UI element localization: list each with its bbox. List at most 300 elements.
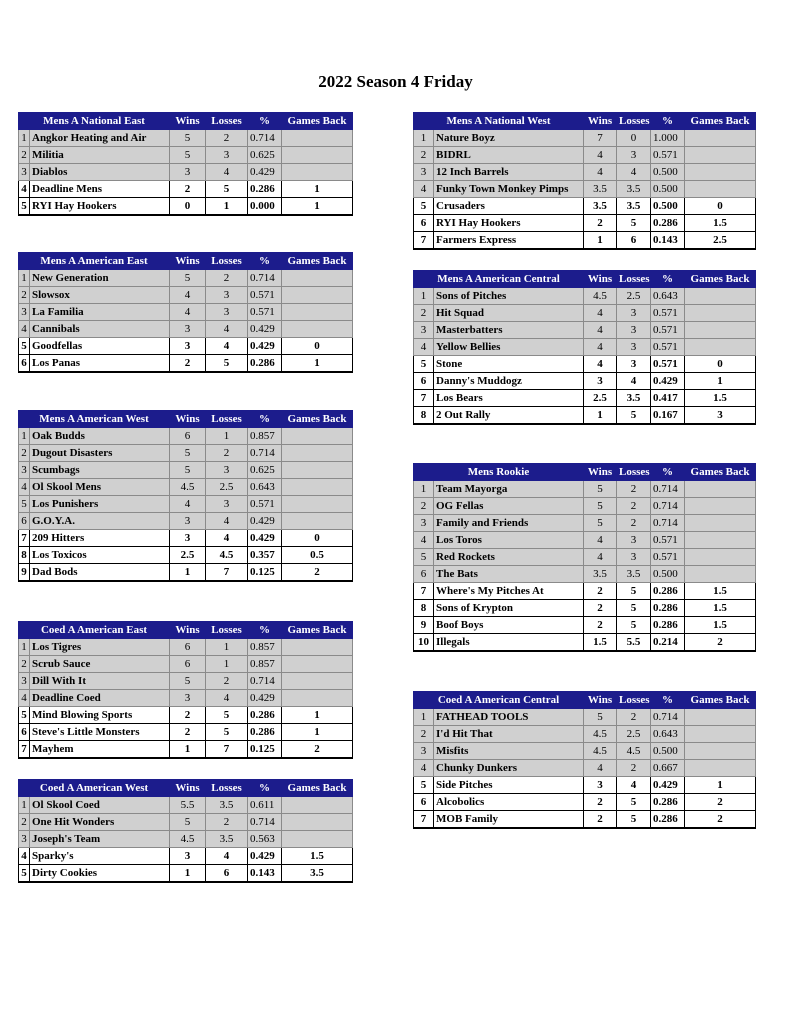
table-row [19,496,353,513]
losses-cell: 6 [206,865,248,883]
table-row [414,726,756,743]
pct-cell: 0.286 [248,724,282,741]
games-back-cell [282,287,353,304]
wins-cell: 7 [584,130,617,147]
pct-cell: 0.714 [651,498,685,515]
games-back-cell: 3.5 [282,865,353,883]
rank-cell: 2 [19,287,30,304]
pct-cell: 0.643 [651,288,685,305]
standings-table [413,691,756,829]
team-name-cell: I'd Hit That [434,726,584,743]
rank-cell: 2 [19,656,30,673]
wins-cell: 1 [170,564,206,582]
table-row [19,321,353,338]
rank-cell: 6 [19,724,30,741]
pct-cell: 0.167 [651,407,685,425]
wins-cell: 4 [170,496,206,513]
losses-cell: 3.5 [206,831,248,848]
column-header: Games Back [685,271,756,288]
column-header: Losses [617,464,651,481]
games-back-cell [685,549,756,566]
table-row [19,865,353,883]
team-name-cell: Cannibals [30,321,170,338]
rank-cell: 4 [414,532,434,549]
games-back-cell [282,445,353,462]
wins-cell: 0 [170,198,206,216]
wins-cell: 5 [584,498,617,515]
pct-cell: 0.714 [651,709,685,726]
column-header: Games Back [685,464,756,481]
team-name-cell: Slowsox [30,287,170,304]
games-back-cell: 1.5 [685,215,756,232]
column-header: Losses [206,780,248,797]
wins-cell: 2 [170,724,206,741]
pct-cell: 0.643 [248,479,282,496]
team-name-cell: Misfits [434,743,584,760]
wins-cell: 4.5 [584,743,617,760]
table-row [414,709,756,726]
team-name-cell: 209 Hitters [30,530,170,547]
team-name-cell: Los Panas [30,355,170,373]
pct-cell: 0.125 [248,741,282,759]
games-back-cell: 3 [685,407,756,425]
wins-cell: 5 [584,709,617,726]
wins-cell: 5 [170,814,206,831]
wins-cell: 4 [584,549,617,566]
losses-cell: 2 [617,709,651,726]
table-row [414,583,756,600]
team-name-cell: BIDRL [434,147,584,164]
losses-cell: 4 [617,373,651,390]
games-back-cell [685,288,756,305]
table-row [19,338,353,355]
wins-cell: 2.5 [584,390,617,407]
pct-cell: 0.286 [651,617,685,634]
table-row [414,794,756,811]
losses-cell: 4 [206,690,248,707]
table-row [414,498,756,515]
standings-table [18,621,353,759]
table-row [19,513,353,530]
table-row [19,741,353,759]
team-name-cell: Los Tigres [30,639,170,656]
team-name-cell: Dirty Cookies [30,865,170,883]
wins-cell: 4 [584,760,617,777]
column-header: Wins [170,113,206,130]
games-back-cell [282,639,353,656]
losses-cell: 5 [617,583,651,600]
team-name-cell: Los Toros [434,532,584,549]
losses-cell: 3 [617,549,651,566]
games-back-cell [685,164,756,181]
pct-cell: 0.571 [651,147,685,164]
table-header-row [19,780,353,797]
rank-cell: 4 [19,181,30,198]
column-header: Losses [206,411,248,428]
wins-cell: 3.5 [584,198,617,215]
games-back-cell [282,462,353,479]
wins-cell: 5 [170,130,206,147]
team-name-cell: Scrub Sauce [30,656,170,673]
losses-cell: 3 [617,305,651,322]
losses-cell: 2 [206,673,248,690]
games-back-cell: 1 [685,373,756,390]
standings-table [18,410,353,582]
table-row [19,147,353,164]
team-name-cell: Side Pitches [434,777,584,794]
games-back-cell: 1 [282,724,353,741]
team-name-cell: Militia [30,147,170,164]
games-back-cell: 0 [282,338,353,355]
team-name-cell: Los Punishers [30,496,170,513]
table-header-row [19,622,353,639]
wins-cell: 2 [584,811,617,829]
pct-cell: 0.214 [651,634,685,652]
rank-cell: 7 [414,390,434,407]
pct-cell: 0.571 [248,304,282,321]
pct-cell: 0.143 [248,865,282,883]
games-back-cell [282,797,353,814]
column-header: Games Back [282,253,353,270]
games-back-cell [685,339,756,356]
table-row [414,481,756,498]
table-row [19,797,353,814]
losses-cell: 5 [617,617,651,634]
rank-cell: 4 [19,848,30,865]
team-name-cell: Dill With It [30,673,170,690]
table-row [19,181,353,198]
rank-cell: 3 [19,462,30,479]
losses-cell: 7 [206,564,248,582]
table-row [19,547,353,564]
wins-cell: 1 [170,741,206,759]
pct-cell: 0.000 [248,198,282,216]
team-name-cell: RYI Hay Hookers [434,215,584,232]
wins-cell: 2 [170,707,206,724]
table-row [19,530,353,547]
table-row [19,690,353,707]
losses-cell: 5 [206,707,248,724]
losses-cell: 4 [206,338,248,355]
pct-cell: 0.429 [651,373,685,390]
table-row [19,814,353,831]
wins-cell: 1 [584,407,617,425]
games-back-cell [685,709,756,726]
team-name-cell: Where's My Pitches At [434,583,584,600]
games-back-cell: 2 [685,811,756,829]
games-back-cell [685,515,756,532]
wins-cell: 3 [170,690,206,707]
team-name-cell: Sons of Pitches [434,288,584,305]
team-name-cell: Boof Boys [434,617,584,634]
table-row [414,566,756,583]
pct-cell: 0.714 [651,515,685,532]
pct-cell: 0.429 [651,777,685,794]
column-header: Wins [170,253,206,270]
team-name-cell: Deadline Mens [30,181,170,198]
column-header: Games Back [282,113,353,130]
losses-cell: 3 [617,356,651,373]
losses-cell: 5 [206,355,248,373]
table-header-row [414,692,756,709]
wins-cell: 2 [584,794,617,811]
losses-cell: 2 [206,130,248,147]
standings-table [413,270,756,425]
pct-cell: 0.625 [248,462,282,479]
table-row [19,724,353,741]
rank-cell: 4 [414,760,434,777]
division-name: Mens Rookie [414,464,584,481]
wins-cell: 3 [170,530,206,547]
standings-table [413,463,756,652]
column-header: % [248,622,282,639]
rank-cell: 1 [414,288,434,305]
division-name: Coed A American West [19,780,170,797]
pct-cell: 0.571 [651,549,685,566]
pct-cell: 0.500 [651,566,685,583]
losses-cell: 3.5 [617,390,651,407]
table-row [19,270,353,287]
rank-cell: 2 [19,147,30,164]
team-name-cell: Joseph's Team [30,831,170,848]
table-row [414,147,756,164]
table-row [414,322,756,339]
team-name-cell: Ol Skool Coed [30,797,170,814]
table-row [414,215,756,232]
losses-cell: 4.5 [617,743,651,760]
table-header-row [19,113,353,130]
wins-cell: 5.5 [170,797,206,814]
rank-cell: 1 [414,481,434,498]
rank-cell: 2 [414,726,434,743]
table-row [414,198,756,215]
losses-cell: 4.5 [206,547,248,564]
column-header: % [651,464,685,481]
team-name-cell: 12 Inch Barrels [434,164,584,181]
pct-cell: 0.571 [651,532,685,549]
column-header: Games Back [282,780,353,797]
table-row [414,532,756,549]
column-header: % [651,692,685,709]
games-back-cell: 1 [282,181,353,198]
table-row [414,164,756,181]
table-row [414,515,756,532]
wins-cell: 2 [170,181,206,198]
losses-cell: 0 [617,130,651,147]
games-back-cell: 0.5 [282,547,353,564]
wins-cell: 5 [170,270,206,287]
wins-cell: 4 [170,287,206,304]
games-back-cell [685,532,756,549]
losses-cell: 5 [206,181,248,198]
rank-cell: 1 [19,428,30,445]
losses-cell: 2 [206,814,248,831]
standings-table [18,112,353,216]
wins-cell: 3.5 [584,566,617,583]
column-header: % [248,113,282,130]
pct-cell: 0.429 [248,164,282,181]
team-name-cell: Danny's Muddogz [434,373,584,390]
table-header-row [414,271,756,288]
rank-cell: 5 [19,707,30,724]
rank-cell: 3 [414,322,434,339]
team-name-cell: RYI Hay Hookers [30,198,170,216]
rank-cell: 3 [414,743,434,760]
column-header: Losses [206,113,248,130]
rank-cell: 5 [414,777,434,794]
pct-cell: 0.625 [248,147,282,164]
rank-cell: 1 [19,639,30,656]
wins-cell: 6 [170,656,206,673]
games-back-cell: 1.5 [685,583,756,600]
table-row [19,445,353,462]
column-header: Wins [584,113,617,130]
losses-cell: 5 [617,407,651,425]
column-header: Losses [617,692,651,709]
wins-cell: 5 [170,445,206,462]
standings-table [18,779,353,883]
games-back-cell: 0 [685,356,756,373]
wins-cell: 5 [170,673,206,690]
rank-cell: 4 [19,479,30,496]
table-row [19,428,353,445]
pct-cell: 0.857 [248,428,282,445]
rank-cell: 3 [414,164,434,181]
wins-cell: 2.5 [170,547,206,564]
rank-cell: 2 [414,147,434,164]
team-name-cell: La Familia [30,304,170,321]
pct-cell: 0.286 [248,355,282,373]
losses-cell: 4 [206,513,248,530]
division-name: Mens A American Central [414,271,584,288]
losses-cell: 2 [617,760,651,777]
losses-cell: 5 [617,811,651,829]
pct-cell: 0.571 [651,305,685,322]
rank-cell: 4 [414,181,434,198]
games-back-cell: 0 [685,198,756,215]
pct-cell: 0.429 [248,690,282,707]
rank-cell: 4 [414,339,434,356]
wins-cell: 5 [170,462,206,479]
games-back-cell: 1 [282,707,353,724]
pct-cell: 0.429 [248,530,282,547]
division-name: Mens A National East [19,113,170,130]
team-name-cell: Hit Squad [434,305,584,322]
wins-cell: 3 [170,164,206,181]
games-back-cell [282,164,353,181]
losses-cell: 4 [206,848,248,865]
wins-cell: 4 [170,304,206,321]
table-row [414,356,756,373]
rank-cell: 5 [19,198,30,216]
column-header: Wins [170,780,206,797]
wins-cell: 4.5 [170,831,206,848]
team-name-cell: Diablos [30,164,170,181]
wins-cell: 4 [584,356,617,373]
games-back-cell: 1.5 [685,390,756,407]
rank-cell: 3 [19,164,30,181]
table-row [19,639,353,656]
games-back-cell: 0 [282,530,353,547]
losses-cell: 2 [617,515,651,532]
wins-cell: 4.5 [170,479,206,496]
wins-cell: 3 [170,848,206,865]
games-back-cell [282,428,353,445]
games-back-cell [685,147,756,164]
table-row [414,390,756,407]
losses-cell: 4 [206,321,248,338]
games-back-cell [685,498,756,515]
rank-cell: 6 [414,566,434,583]
wins-cell: 4.5 [584,288,617,305]
rank-cell: 10 [414,634,434,652]
table-header-row [19,253,353,270]
team-name-cell: Farmers Express [434,232,584,250]
losses-cell: 2 [206,445,248,462]
rank-cell: 5 [19,496,30,513]
wins-cell: 6 [170,428,206,445]
division-name: Coed A American East [19,622,170,639]
games-back-cell [282,831,353,848]
losses-cell: 1 [206,639,248,656]
table-row [414,373,756,390]
standings-table [18,252,353,373]
table-row [414,743,756,760]
losses-cell: 5 [617,600,651,617]
wins-cell: 5 [584,481,617,498]
games-back-cell: 2 [685,794,756,811]
games-back-cell [685,322,756,339]
losses-cell: 2.5 [617,288,651,305]
games-back-cell: 2 [282,564,353,582]
losses-cell: 5 [617,794,651,811]
team-name-cell: Masterbatters [434,322,584,339]
games-back-cell [685,130,756,147]
games-back-cell: 2.5 [685,232,756,250]
wins-cell: 4.5 [584,726,617,743]
losses-cell: 2 [206,270,248,287]
team-name-cell: OG Fellas [434,498,584,515]
games-back-cell: 1.5 [685,617,756,634]
table-row [19,707,353,724]
column-header: % [248,780,282,797]
division-name: Mens A American West [19,411,170,428]
wins-cell: 5 [170,147,206,164]
column-header: % [248,253,282,270]
wins-cell: 4 [584,339,617,356]
column-header: Games Back [685,113,756,130]
team-name-cell: Sparky's [30,848,170,865]
losses-cell: 3.5 [617,181,651,198]
team-name-cell: Illegals [434,634,584,652]
rank-cell: 1 [414,709,434,726]
team-name-cell: Alcobolics [434,794,584,811]
pct-cell: 0.357 [248,547,282,564]
table-row [414,600,756,617]
rank-cell: 9 [19,564,30,582]
losses-cell: 4 [617,777,651,794]
games-back-cell [282,479,353,496]
team-name-cell: G.O.Y.A. [30,513,170,530]
pct-cell: 0.286 [248,181,282,198]
losses-cell: 3.5 [206,797,248,814]
rank-cell: 3 [414,515,434,532]
pct-cell: 0.857 [248,656,282,673]
team-name-cell: Yellow Bellies [434,339,584,356]
games-back-cell [685,726,756,743]
column-header: Wins [170,622,206,639]
pct-cell: 1.000 [651,130,685,147]
